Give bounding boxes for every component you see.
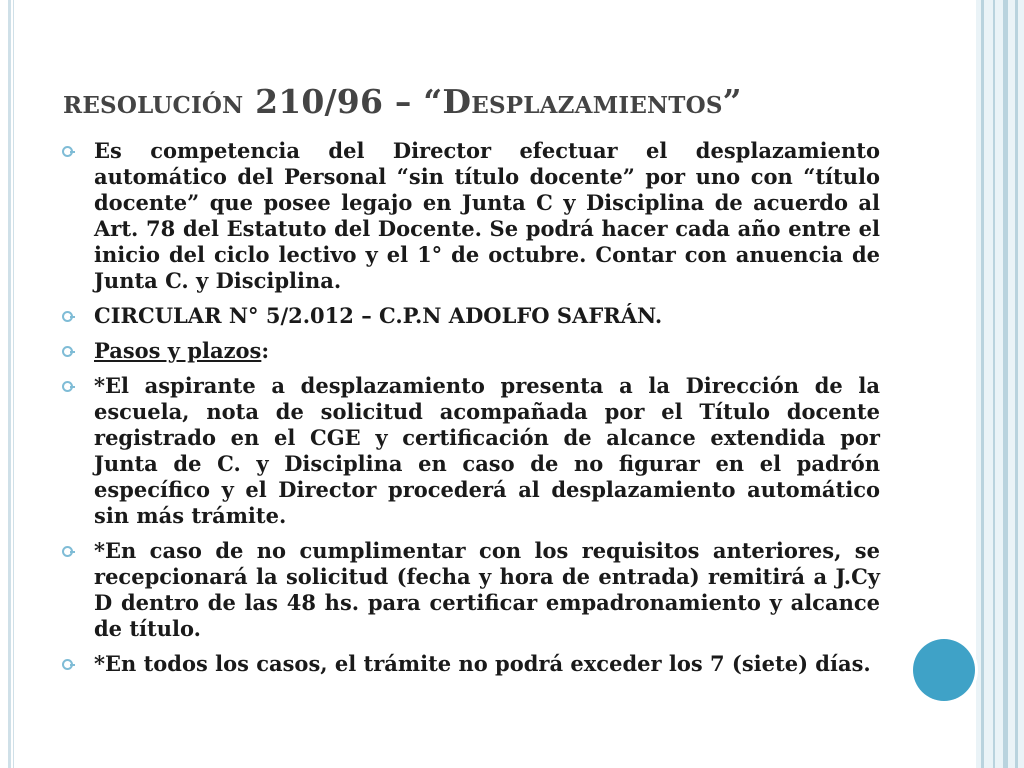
list-item-heading: Pasos y plazos (94, 338, 262, 363)
list-item-text: *El aspirante a desplazamiento presenta a la Dirección de la escuela, nota de solicitud acompañada por el Título docente registrado en el CGE y certificación de alcance extendida por Junta de C. y Disciplina en caso de no figurar en el padrón específico y el Director procederá al desplazamiento automático sin más trámite. (94, 373, 880, 528)
frame-right-line (1003, 0, 1008, 768)
list-item-suffix: : (261, 338, 270, 363)
decorative-circle (913, 639, 975, 701)
list-item-text: *En caso de no cumplimentar con los requisitos anteriores, se recepcionará la solicitud (fecha y hora de entrada) remitirá a J.Cy D dentro de las 48 hs. para certificar empadronamiento y alcance de título. (94, 538, 880, 641)
bullet-icon (62, 311, 73, 322)
bullet-icon (62, 381, 73, 392)
list-item (62, 651, 880, 677)
bullet-list (62, 138, 880, 686)
list-item-text: CIRCULAR N° 5/2.012 – C.P.N ADOLFO SAFRÁN. (94, 303, 663, 328)
frame-right-line (1015, 0, 1018, 768)
list-item (62, 138, 880, 294)
list-item (62, 373, 880, 529)
frame-right-line (981, 0, 984, 768)
list-item-text: *En todos los casos, el trámite no podrá exceder los 7 (siete) días. (94, 651, 871, 676)
frame-right-line (993, 0, 995, 768)
frame-left-inner-line (13, 0, 14, 768)
title-part-2: esplazamientos (471, 82, 723, 121)
list-item (62, 338, 880, 364)
bullet-icon (62, 146, 73, 157)
list-item (62, 538, 880, 642)
list-item (62, 303, 880, 329)
list-item-text: Es competencia del Director efectuar el desplazamiento automático del Personal “sin título docente” por uno con “título docente” que posee legajo en Junta C y Disciplina de acuerdo al Art. 78 del Estatuto del Docente. Se podrá hacer cada año entre el inicio del ciclo lectivo y el 1° de octubre. Contar con anuencia de Junta C. y Disciplina. (94, 138, 880, 293)
bullet-icon (62, 659, 73, 670)
bullet-icon (62, 546, 73, 557)
title-part-1: resolución 210/96 – “D (63, 82, 472, 121)
frame-left-outer-line (8, 0, 11, 768)
slide-title (63, 82, 943, 121)
title-part-3: ” (722, 82, 742, 121)
bullet-icon (62, 346, 73, 357)
